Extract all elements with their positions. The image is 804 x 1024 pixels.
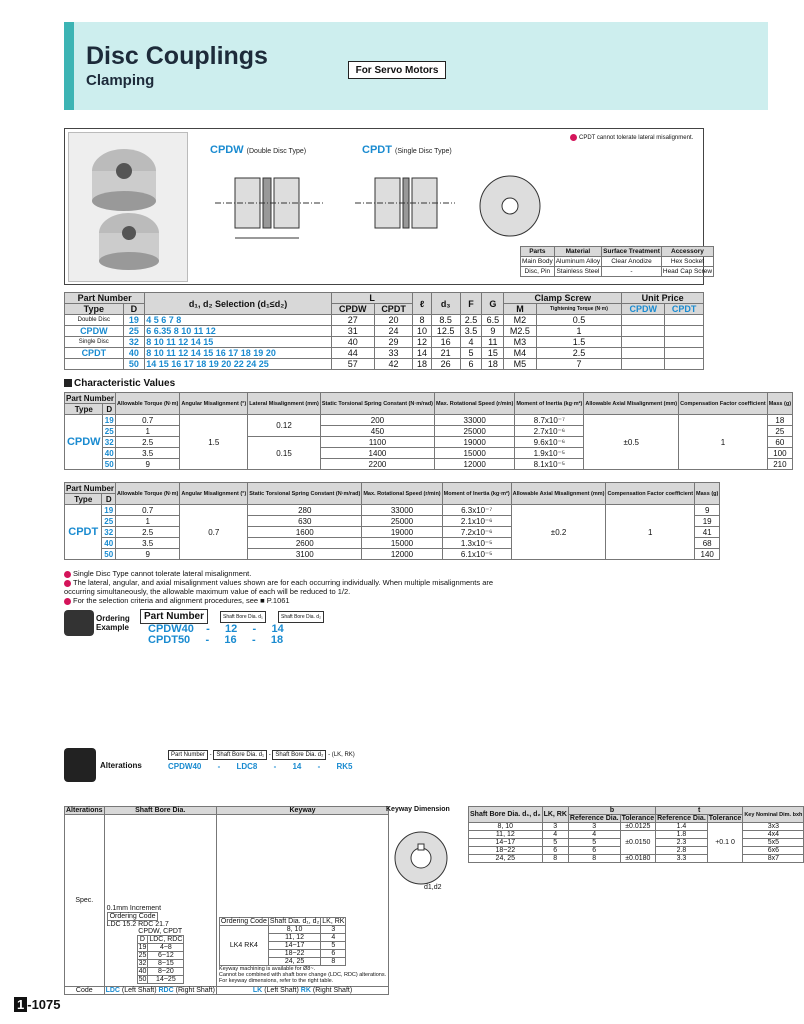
keyway-table: Shaft Bore Dia. d₁, d₂ LK, RK b t Key Nominal Dim. bxh Reference Dia. Tolerance Reference Dia. Tolerance 8, 10 3 3 ±0.0125 1.4 +0.1 0 3x3 11, 12 4 4 ±0.0150 1.8 4x4 14~17 5 5 2.3 5x5 18~22 6 6 2.8 6x6 24, 25 8 8 ±0.0180 3.3 8x7 <box>470 807 803 862</box>
product-photo <box>68 132 188 282</box>
lateral-note: CPDT cannot tolerate lateral misalignment. <box>570 134 693 141</box>
cpdt-drawing <box>345 158 555 248</box>
cpdw-drawing-label: CPDW (Double Disc Type) <box>210 144 307 156</box>
cpdw-char-table: Part Number Allowable Torque (N·m) Angular Misalignment (°) Lateral Misalignment (mm) Static Torsional Spring Constant (N·m/rad) Max. Rotational Speed (r/min) Moment of Inertia (kg·m²) Allowable Axial Misalignment (mm) Compensation Factor coefficient Mass (g) Type D CPDW 19 0.7 1.5 0.12 200 33000 8.7x10⁻⁷ ±0.5 1 18 25 1 450 25000 2.7x10⁻⁶ 25 32 2.5 0.15 1100 19000 9.6x10⁻⁶ 60 40 3.5 1400 15000 1.9x10⁻⁵ 100 50 9 2200 12000 8.1x10⁻⁵ 210 <box>66 393 792 469</box>
servo-badge: For Servo Motors <box>348 61 446 79</box>
ordering-d2-header: Shaft Bore Dia. d₂ <box>278 611 324 623</box>
page-number: 1 -1075 <box>14 997 60 1012</box>
coupling-photo-icon <box>69 133 187 281</box>
warning-icon <box>570 134 577 141</box>
alterations-icon <box>64 748 96 782</box>
part-number-table: Part Number d₁, d₂ Selection (d₁≤d₂) L ℓ d₃ F G Clamp Screw Unit Price Type D CPDW CPDT M Tightening Torque (N·m) CPDW CPDT Double Disc 19 4 5 6 7 8 27 20 8 8.5 2.5 6.5 M2 0.5 CPDW 25 6 6.35 8 10 11 12 31 24 10 12.5 3.5 9 M2.5 1 Single Disc 32 8 10 11 12 14 15 40 29 12 16 4 11 M3 1.5 CPDT 40 8 10 11 12 14 15 16 17 18 19 20 44 33 14 21 5 15 M4 2.5 50 14 15 16 17 18 19 20 22 24 25 57 42 18 26 6 18 M5 7 <box>64 292 704 370</box>
cpdt-drawing-label: CPDT (Single Disc Type) <box>362 144 452 156</box>
alterations-example: Part Number - Shaft Bore Dia. d₁ - Shaft Bore Dia. d₂ - (LK, RK) CPDW40 - LDC8 - 14 - RK5 <box>168 752 355 771</box>
keyway-d-label: d1,d2 <box>424 884 442 891</box>
notes: Single Disc Type cannot tolerate lateral misalignment. The lateral, angular, and axial misalignment values shown are for each occurring individually. When multiple misalignments are occurring simultaneously, the allowable maximum value of each will be reduced to 1/2. For the selection criteria and alignment procedures, see ■ P.1061 <box>64 569 494 605</box>
cpdt-char-table: Part Number Allowable Torque (N·m) Angular Misalignment (°) Static Torsional Spring Constant (N·m/rad) Max. Rotational Speed (r/min) Moment of Inertia (kg·m²) Allowable Axial Misalignment (mm) Compensation Factor coefficient Mass (g) Type D CPDT 19 0.7 0.7 280 33000 6.3x10⁻⁷ ±0.2 1 9 25 1 630 25000 2.1x10⁻⁶ 19 32 2.5 1600 19000 7.2x10⁻⁶ 41 40 3.5 2600 15000 1.3x10⁻⁵ 68 50 9 3100 12000 6.1x10⁻⁵ 140 <box>66 483 719 559</box>
page-subtitle: Clamping <box>86 72 155 89</box>
ordering-label: Ordering Example <box>96 614 130 632</box>
keyway-dim-label: Keyway Dimension <box>386 806 450 813</box>
alterations-table: Alterations Shaft Bore Dia. Keyway Spec. 0.1mm Increment Ordering Code LDC 15.2 RDC 21.7 CPDW, CPDT D LDC, RDC 19 4~8 25 6~12 32 8~15 40 8~20 50 14~25 Ordering Code Shaft Dia. d₁, d₂ LK, RK LK4 RK4 8, 10 3 11, 12 4 14~17 5 18~22 6 24, 25 8 Keyway machining is available for Ø8~. Cannot be combined with shaft bore change (LDC, RDC) alterations. For keyway dimensions, refer to the right table. Code LDC (Left Shaft) RDC (Right Shaft) LK (Left Shaft) RK (Right Shaft) <box>64 806 389 995</box>
alterations-label: Alterations <box>100 761 142 770</box>
keyway-drawing <box>386 820 466 890</box>
ordering-part-header: Part Number <box>140 609 208 624</box>
cpdw-drawing <box>205 158 335 248</box>
materials-table: Parts Material Surface Treatment Accessory Main Body Aluminum Alloy Clear Anodize Hex Socket Disc, Pin Stainless Steel - Head Cap Screw <box>522 248 713 275</box>
phone-icon <box>64 610 94 636</box>
ordering-d1-header: Shaft Bore Dia. d₁ <box>220 611 266 623</box>
page-title: Disc Couplings <box>86 42 268 70</box>
ordering-examples: CPDW40 - 12 - 14 CPDT50 - 16 - 18 <box>148 623 284 646</box>
char-title: Characteristic Values <box>64 378 175 389</box>
